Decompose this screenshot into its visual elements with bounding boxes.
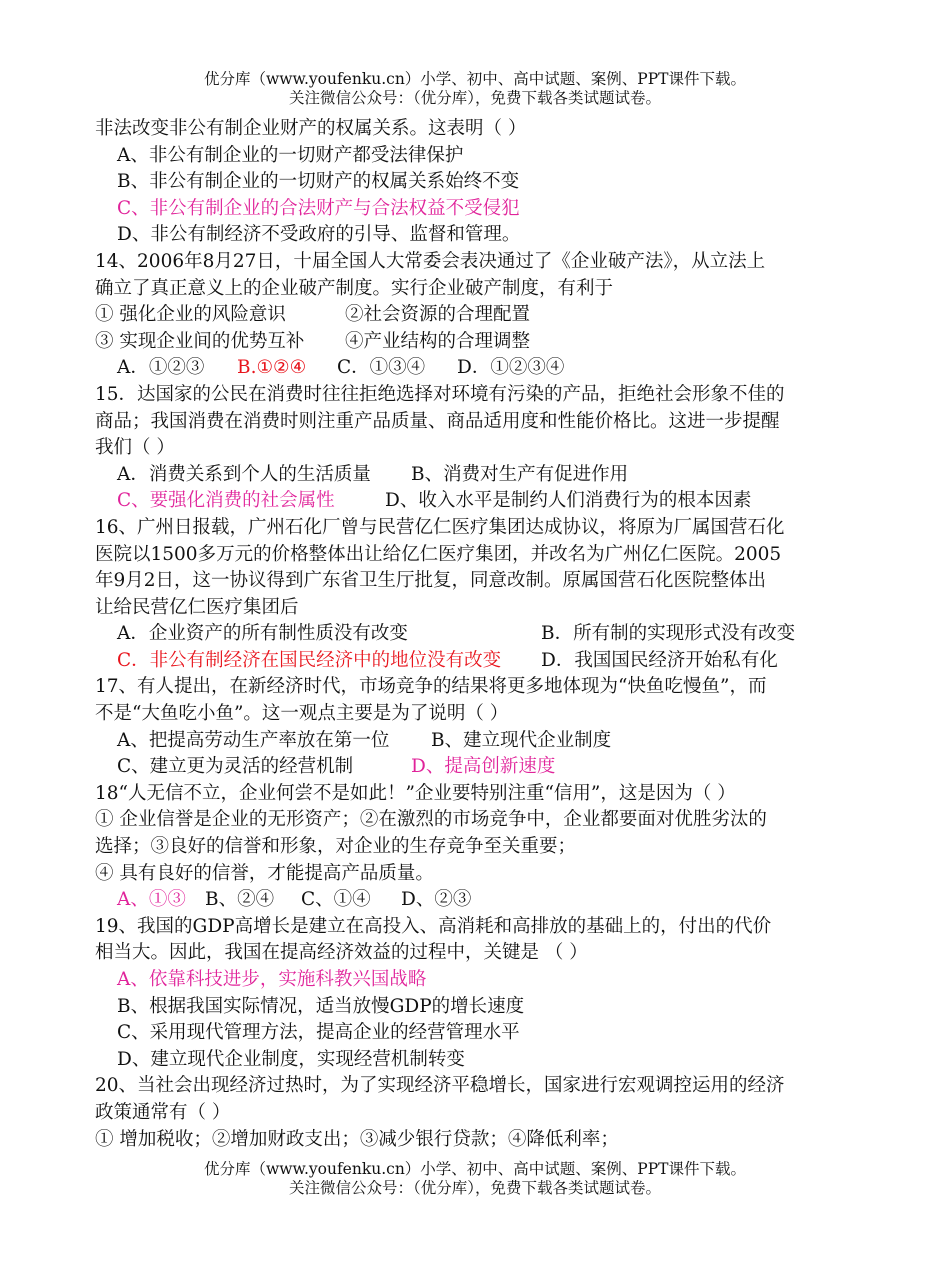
q14-item-4: ④产业结构的合理调整: [345, 330, 531, 352]
q14-choice-a: A．①②③: [117, 357, 205, 379]
q15-choices-row-2: [95, 488, 865, 515]
footer-line-1: 优分库（www.youfenku.cn）小学、初中、高中试题、案例、PPT课件下载。: [203, 1160, 747, 1178]
q14-choice-d: D．①②③④: [457, 357, 565, 379]
q16-choice-c-answer: C．非公有制经济在国民经济中的地位没有改变: [117, 649, 502, 671]
q15-stem-line-3: 我们（ ）: [95, 437, 175, 459]
q13-option-c-answer: C、非公有制企业的合法财产与合法权益不受侵犯: [117, 197, 520, 219]
header-line-2: 关注微信公众号：（优分库），免费下载各类试题试卷。: [288, 89, 661, 107]
q18-stem-line-4: ④ 具有良好的信誉，才能提高产品质量。: [95, 862, 434, 884]
q19-choice-d: D、建立现代企业制度，实现经营机制转变: [117, 1048, 465, 1070]
q19-choice-a-answer: A、依靠科技进步，实施科教兴国战略: [117, 969, 427, 990]
q15-choice-b: B、消费对生产有促进作用: [411, 463, 629, 485]
q18-choice-c: C、①④: [301, 889, 371, 911]
q15-stem-line-1: 15．达国家的公民在消费时往往拒绝选择对环境有污染的产品，拒绝社会形象不佳的: [95, 383, 785, 405]
q19-choice-c: C、采用现代管理方法，提高企业的经营管理水平: [117, 1022, 520, 1044]
q16-stem-line-1: 16、广州日报载，广州石化厂曾与民营亿仁医疗集团达成协议，将原为厂属国营石化: [95, 516, 785, 538]
q16-choice-b: B．所有制的实现形式没有改变: [541, 623, 796, 645]
q17-choice-c: C、建立更为灵活的经营机制: [117, 756, 354, 778]
q18-stem-line-2: ① 企业信誉是企业的无形资产；②在激烈的市场竞争中，企业都要面对优胜劣汰的: [95, 809, 767, 831]
q14-items-row-1: [95, 302, 865, 329]
q15-choice-a: A．消费关系到个人的生活质量: [117, 463, 371, 485]
q15-choice-d: D、收入水平是制约人们消费行为的根本因素: [385, 490, 752, 512]
q18-choice-b: B、②④: [205, 889, 275, 911]
q17-stem-line-2: 不是“大鱼吃小鱼”。这一观点主要是为了说明（ ）: [95, 703, 509, 725]
q14-item-3: ③ 实现企业间的优势互补: [95, 330, 305, 352]
q18-choice-a-answer: A、①③: [117, 889, 186, 911]
q17-choice-a: A、把提高劳动生产率放在第一位: [117, 729, 390, 751]
q19-stem-line-1: 19、我国的GDP高增长是建立在高投入、高消耗和高排放的基础上的，付出的代价: [95, 915, 772, 937]
q19-choice-b: B、根据我国实际情况，适当放慢GDP的增长速度: [117, 995, 525, 1017]
q17-stem-line-1: 17、有人提出，在新经济时代，市场竞争的结果将更多地体现为“快鱼吃慢鱼”，而: [95, 676, 767, 698]
q16-stem-line-2: 医院以1500多万元的价格整体出让给亿仁医疗集团，并改名为广州亿仁医院。2005: [95, 543, 782, 565]
q17-choice-b: B、建立现代企业制度: [431, 729, 612, 751]
q14-stem-line-1: 14、2006年8月27日，十届全国人大常委会表决通过了《企业破产法》，从立法上: [95, 250, 766, 272]
q18-stem-line-3: 选择；③良好的信誉和形象，对企业的生存竞争至关重要；: [95, 836, 577, 858]
q20-stem-line-2: 政策通常有（ ）: [95, 1101, 231, 1123]
q18-stem-line-1: 18“人无信不立，企业何尝不是如此！”企业要特别注重“信用”，这是因为（ ）: [95, 782, 736, 804]
q13-stem-tail: 非法改变非公有制企业财产的权属关系。这表明（ ）: [95, 118, 527, 139]
footer-line-2: 关注微信公众号：（优分库），免费下载各类试题试卷。: [288, 1179, 661, 1197]
q16-choice-d: D．我国国民经济开始私有化: [541, 649, 778, 671]
q16-stem-line-3: 年9月2日，这一协议得到广东省卫生厅批复，同意改制。原属国营石化医院整体出: [95, 570, 767, 592]
q20-stem-line-3: ① 增加税收；②增加财政支出；③减少银行贷款；④降低利率；: [95, 1128, 619, 1150]
q14-item-2: ②社会资源的合理配置: [345, 304, 531, 326]
q15-stem-line-2: 商品；我国消费在消费时则注重产品质量、商品适用度和性能价格比。这进一步提醒: [95, 410, 780, 432]
q14-choice-b-answer: B.①②④: [237, 357, 307, 379]
q20-stem-line-1: 20、当社会出现经济过热时，为了实现经济平稳增长，国家进行宏观调控运用的经济: [95, 1075, 785, 1097]
q16-choice-a: A．企业资产的所有制性质没有改变: [117, 623, 408, 645]
q14-choices: [95, 355, 865, 382]
q14-stem-line-2: 确立了真正意义上的企业破产制度。实行企业破产制度，有利于: [95, 277, 614, 299]
q13-option-b: B、非公有制企业的一切财产的权属关系始终不变: [117, 171, 520, 193]
q15-choices-row-1: [95, 462, 865, 489]
page-footer: [0, 1160, 950, 1198]
q19-stem-line-2: 相当大。因此，我国在提高经济效益的过程中，关键是 （ ）: [95, 942, 588, 964]
q17-choices-row-1: [95, 728, 865, 755]
q13-option-d: D、非公有制经济不受政府的引导、监督和管理。: [117, 224, 521, 246]
q18-choice-d: D、②③: [401, 889, 472, 911]
q16-choices-row-1: [95, 621, 865, 648]
document-body: [95, 116, 865, 1153]
page-header: [0, 70, 950, 108]
q17-choice-d-answer: D、提高创新速度: [411, 756, 556, 778]
q14-item-1: ① 强化企业的风险意识: [95, 304, 286, 326]
q14-choice-c: C．①③④: [337, 357, 426, 379]
q17-choices-row-2: [95, 754, 865, 781]
q18-choices: [95, 887, 865, 914]
q16-choices-row-2: [95, 648, 865, 675]
q14-items-row-2: [95, 329, 865, 356]
q15-choice-c-answer: C、要强化消费的社会属性: [117, 490, 335, 512]
q16-stem-line-4: 让给民营亿仁医疗集团后: [95, 596, 299, 618]
header-line-1: 优分库（www.youfenku.cn）小学、初中、高中试题、案例、PPT课件下载。: [203, 70, 747, 88]
q13-option-a: A、非公有制企业的一切财产都受法律保护: [117, 144, 464, 166]
